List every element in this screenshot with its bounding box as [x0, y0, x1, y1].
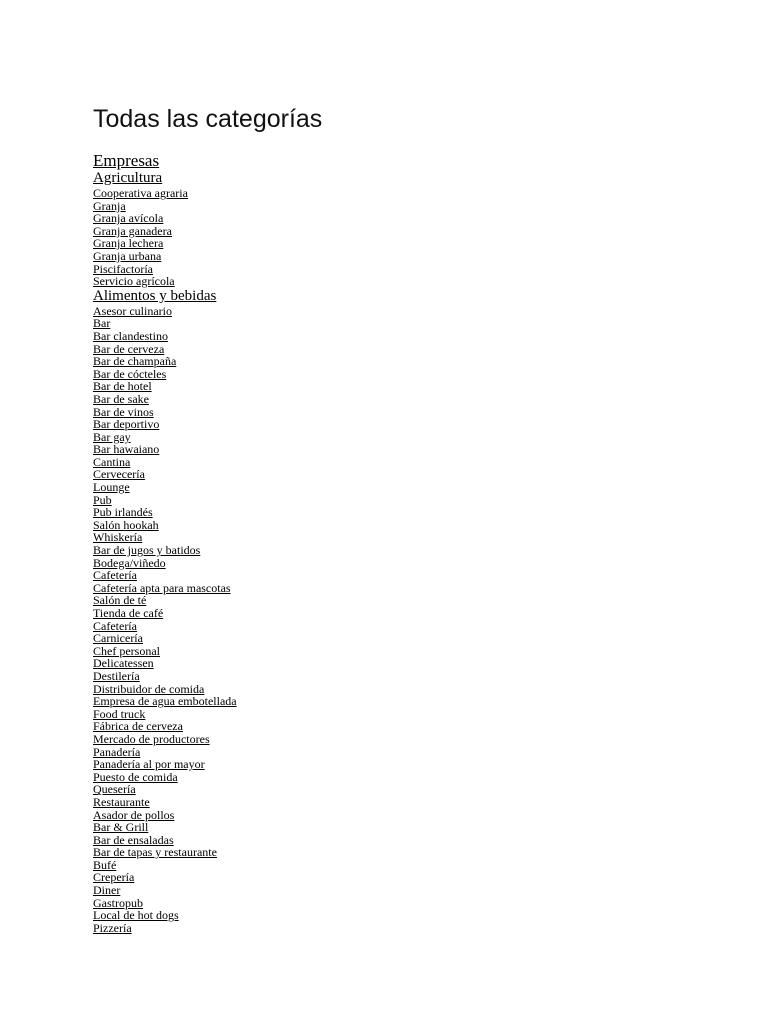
list-item	[93, 368, 733, 381]
category-link[interactable]: Panadería al por mayor	[93, 757, 205, 772]
list-item	[93, 393, 733, 406]
category-link[interactable]: Bufé	[93, 857, 117, 872]
category-link[interactable]: Cafetería	[93, 618, 137, 633]
list-item	[93, 846, 733, 859]
category-link[interactable]: Cafetería apta para mascotas	[93, 580, 231, 595]
list-item	[93, 871, 733, 884]
list-item	[93, 620, 733, 633]
list-item	[93, 607, 733, 620]
category-link[interactable]: Panadería	[93, 744, 141, 759]
category-link[interactable]: Mercado de productores	[93, 731, 210, 746]
category-link[interactable]: Distribuidor de comida	[93, 681, 205, 696]
list-item	[93, 418, 733, 431]
category-link[interactable]: Bar & Grill	[93, 820, 149, 835]
list-item	[93, 406, 733, 419]
category-link[interactable]: Granja lechera	[93, 236, 164, 251]
category-link[interactable]: Bar de tapas y restaurante	[93, 845, 217, 860]
list-item	[93, 330, 733, 343]
category-link[interactable]: Bar de hotel	[93, 379, 152, 394]
category-link[interactable]: Restaurante	[93, 794, 150, 809]
list-item	[93, 733, 733, 746]
category-link[interactable]: Bar clandestino	[93, 328, 168, 343]
list-item	[93, 519, 733, 532]
category-list	[93, 305, 733, 935]
list-item	[93, 783, 733, 796]
category-link[interactable]: Food truck	[93, 706, 146, 721]
category-link[interactable]: Bar de jugos y batidos	[93, 543, 201, 558]
category-link[interactable]: Bar	[93, 316, 111, 331]
category-link[interactable]: Bar deportivo	[93, 417, 160, 432]
list-item	[93, 544, 733, 557]
categories-page	[93, 104, 733, 934]
category-link[interactable]: Bar de ensaladas	[93, 832, 174, 847]
category-link[interactable]: Carnicería	[93, 631, 143, 646]
list-item	[93, 809, 733, 822]
category-link[interactable]: Bar de sake	[93, 391, 149, 406]
category-list	[93, 187, 733, 288]
category-link[interactable]: Whiskería	[93, 530, 143, 545]
list-item	[93, 200, 733, 213]
list-item	[93, 355, 733, 368]
list-item	[93, 594, 733, 607]
category-link[interactable]: Granja urbana	[93, 248, 162, 263]
list-item	[93, 263, 733, 276]
category-link[interactable]: Bar gay	[93, 429, 131, 444]
category-link[interactable]: Bar hawaiano	[93, 442, 160, 457]
category-link[interactable]: Chef personal	[93, 643, 160, 658]
list-item	[93, 456, 733, 469]
category-link[interactable]: Crepería	[93, 870, 135, 885]
list-item	[93, 632, 733, 645]
list-item	[93, 909, 733, 922]
category-link[interactable]: Pub irlandés	[93, 505, 153, 520]
section-link-empresas[interactable]: Empresas	[93, 151, 160, 170]
category-link[interactable]: Puesto de comida	[93, 769, 178, 784]
list-item	[93, 275, 733, 288]
category-link[interactable]: Destilería	[93, 668, 140, 683]
group-title-link[interactable]: Alimentos y bebidas	[93, 287, 217, 304]
category-link[interactable]: Gastropub	[93, 895, 143, 910]
list-item	[93, 670, 733, 683]
list-item	[93, 468, 733, 481]
list-item	[93, 758, 733, 771]
list-item	[93, 796, 733, 809]
category-link[interactable]: Local de hot dogs	[93, 908, 179, 923]
list-item	[93, 494, 733, 507]
list-item	[93, 859, 733, 872]
category-link[interactable]: Bar de champaña	[93, 354, 177, 369]
list-item	[93, 225, 733, 238]
category-link[interactable]: Salón de té	[93, 593, 147, 608]
category-link[interactable]: Pub	[93, 492, 112, 507]
list-item	[93, 237, 733, 250]
list-item	[93, 187, 733, 200]
category-link[interactable]: Cafetería	[93, 568, 137, 583]
list-item	[93, 897, 733, 910]
list-item	[93, 695, 733, 708]
category-group	[93, 288, 733, 935]
category-link[interactable]: Piscifactoría	[93, 261, 153, 276]
list-item	[93, 708, 733, 721]
category-link[interactable]: Servicio agrícola	[93, 274, 175, 289]
category-link[interactable]: Granja	[93, 198, 126, 213]
category-link[interactable]: Asador de pollos	[93, 807, 175, 822]
category-link[interactable]: Empresa de agua embotellada	[93, 694, 237, 709]
category-group	[93, 170, 733, 288]
category-link[interactable]: Fábrica de cerveza	[93, 719, 183, 734]
list-item	[93, 380, 733, 393]
category-link[interactable]: Cervecería	[93, 467, 145, 482]
list-item	[93, 922, 733, 935]
list-item	[93, 481, 733, 494]
page-title: Todas las categorías	[93, 105, 323, 133]
list-item	[93, 645, 733, 658]
category-link[interactable]: Delicatessen	[93, 656, 154, 671]
list-item	[93, 884, 733, 897]
category-link[interactable]: Granja ganadera	[93, 223, 172, 238]
category-link[interactable]: Bar de cócteles	[93, 366, 167, 381]
category-link[interactable]: Bar de cerveza	[93, 341, 165, 356]
category-link[interactable]: Lounge	[93, 480, 130, 495]
category-link[interactable]: Cooperativa agraria	[93, 186, 188, 200]
category-groups	[93, 170, 733, 934]
group-title-link[interactable]: Agricultura	[93, 170, 163, 186]
list-item	[93, 431, 733, 444]
list-item	[93, 212, 733, 225]
list-item	[93, 343, 733, 356]
list-item	[93, 506, 733, 519]
category-link[interactable]: Bar de vinos	[93, 404, 154, 419]
category-link[interactable]: Salón hookah	[93, 517, 159, 532]
category-link[interactable]: Diner	[93, 883, 121, 898]
category-link[interactable]: Quesería	[93, 782, 136, 797]
list-item	[93, 569, 733, 582]
list-item	[93, 771, 733, 784]
list-item	[93, 557, 733, 570]
category-link[interactable]: Pizzería	[93, 920, 132, 935]
category-link[interactable]: Bodega/viñedo	[93, 555, 166, 570]
list-item	[93, 582, 733, 595]
category-link[interactable]: Tienda de café	[93, 606, 164, 620]
category-link[interactable]: Asesor culinario	[93, 303, 172, 318]
category-link[interactable]: Cantina	[93, 454, 131, 469]
list-item	[93, 657, 733, 670]
category-link[interactable]: Granja avícola	[93, 211, 164, 226]
list-item	[93, 317, 733, 330]
list-item	[93, 443, 733, 456]
list-item	[93, 305, 733, 318]
list-item	[93, 250, 733, 263]
list-item	[93, 821, 733, 834]
